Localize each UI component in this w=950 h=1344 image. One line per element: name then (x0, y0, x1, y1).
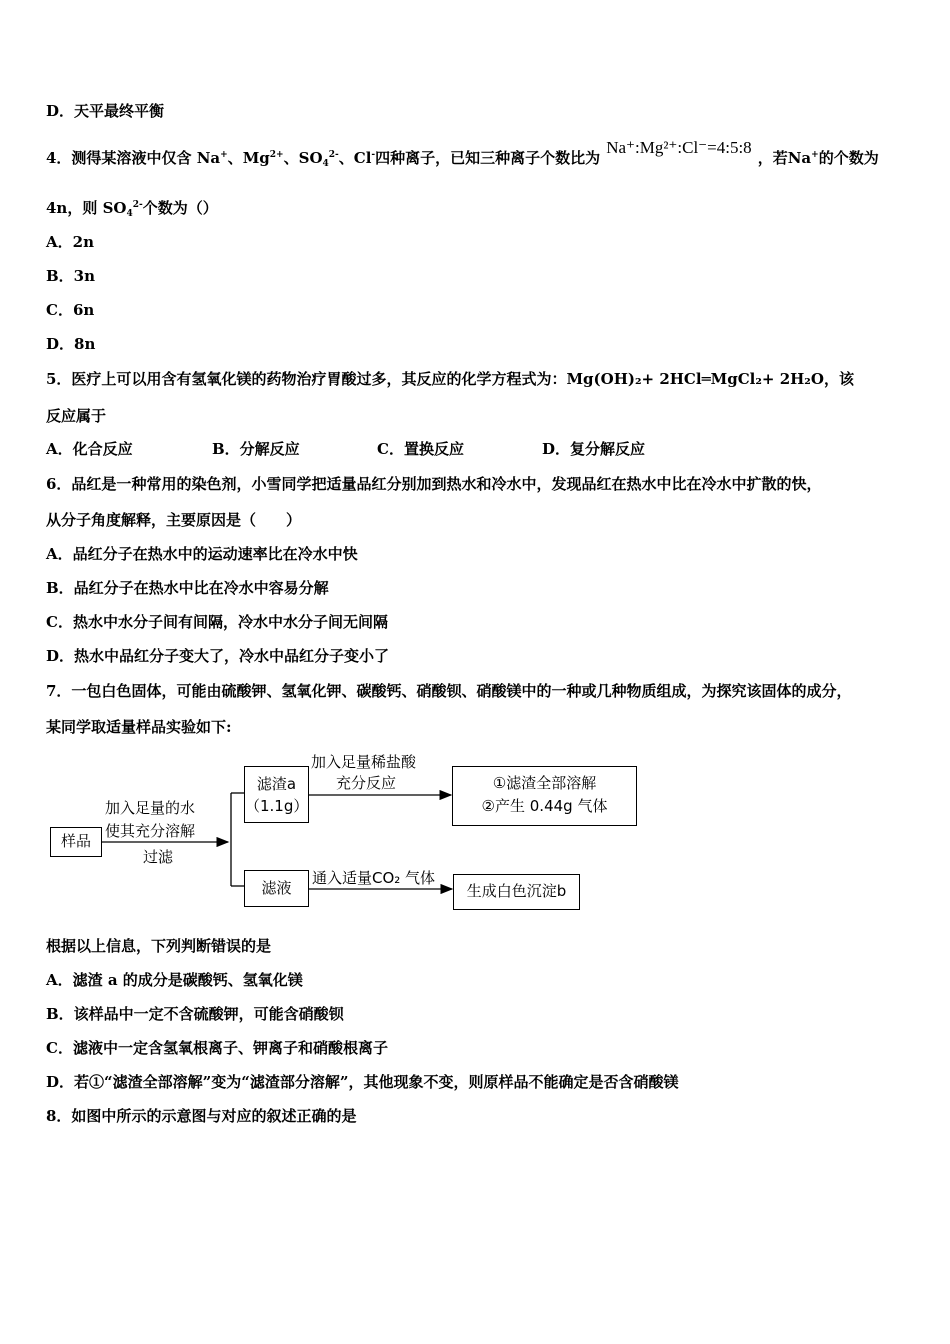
q4-option-b: B．3n (46, 267, 96, 285)
q4-option-a: A．2n (46, 233, 94, 251)
q6-option-b: B．品红分子在热水中比在冷水中容易分解 (46, 579, 329, 597)
acid-label-b: 充分反应 (336, 774, 397, 792)
q6-option-d: D．热水中品红分子变大了，冷水中品红分子变小了 (46, 647, 390, 665)
question-7-prompt: 根据以上信息，下列判断错误的是 (46, 937, 272, 955)
q4-mg-charge: 2+ (269, 150, 284, 160)
residue-box (244, 766, 309, 823)
step1-label-c: 过滤 (143, 848, 174, 866)
q4-cl: 、Cl (338, 149, 372, 167)
result1-line-a: ①滤渣全部溶解 (492, 774, 597, 792)
acid-label-a: 加入足量稀盐酸 (311, 753, 417, 771)
question-8-line-1: 8．如图中所示的示意图与对应的叙述正确的是 (46, 1107, 357, 1125)
q4-text-a: 4．测得某溶液中仅含 (46, 149, 192, 167)
question-6-line-2: 从分子角度解释，主要原因是（ ） (46, 511, 302, 529)
q4-na: Na (196, 149, 221, 167)
filtrate-box: 滤液 (244, 870, 309, 907)
q7-option-a: A．滤渣 a 的成分是碳酸钙、氢氧化镁 (46, 971, 303, 989)
residue-mass: （1.1g） (245, 797, 309, 815)
q4-option-d: D．8n (46, 335, 96, 353)
q4-text-d: 的个数为 (818, 149, 879, 167)
step1-label-b: 使其充分溶解 (105, 822, 196, 840)
step1-label-a: 加入足量的水 (105, 799, 196, 817)
q4-option-c: C．6n (46, 301, 95, 319)
q4-line2-sub: 4 (126, 209, 133, 219)
q4-text-b: 四种离子，已知三种离子个数比为 (375, 149, 601, 167)
q4-ratio: Na⁺:Mg²⁺:Cl⁻=4:5:8 (606, 138, 752, 157)
question-7-line-2: 某同学取适量样品实验如下: (46, 718, 232, 736)
q4-line2-charge: 2- (132, 200, 143, 210)
q4-na2-charge: + (811, 150, 819, 160)
q4-so4-sub: 4 (322, 159, 329, 169)
sample-box: 样品 (50, 827, 102, 857)
residue-label: 滤渣a (256, 775, 297, 793)
co2-label: 通入适量CO₂ 气体 (312, 869, 436, 887)
q4-line2-b: 个数为（） (142, 199, 218, 217)
q4-line2-a: 4n，则 SO (46, 199, 127, 217)
q7-option-b: B．该样品中一定不含硫酸钾，可能含硝酸钡 (46, 1005, 344, 1023)
q6-option-c: C．热水中水分子间有间隔，冷水中水分子间无间隔 (46, 613, 388, 631)
q7-option-c: C．滤液中一定含氢氧根离子、钾离子和硝酸根离子 (46, 1039, 388, 1057)
q5-option-b: B．分解反应 (212, 440, 300, 458)
q7-option-d: D．若①“滤渣全部溶解”变为“滤渣部分溶解”，其他现象不变，则原样品不能确定是否含硝酸镁 (46, 1073, 679, 1091)
question-7-line-1: 7．一包白色固体，可能由硫酸钾、氢氧化钾、碳酸钙、硝酸钡、硝酸镁中的一种或几种物质组成，为探究该固体的成分， (46, 682, 852, 700)
result1-box (452, 766, 637, 826)
q4-so4-charge: 2- (328, 150, 339, 160)
q3-option-d: D．天平最终平衡 (46, 102, 165, 120)
q4-na-charge: + (220, 150, 228, 160)
question-6-line-1: 6．品红是一种常用的染色剂，小雪同学把适量品红分别加到热水和冷水中，发现品红在热水中比在冷水中扩散的快， (46, 475, 822, 493)
q4-na2: Na (787, 149, 812, 167)
question-5-line-1: 5．医疗上可以用含有氢氧化镁的药物治疗胃酸过多，其反应的化学方程式为：Mg(OH)₂+ 2HCl═MgCl₂+ 2H₂O，该 (46, 370, 854, 388)
q4-so4: SO (298, 149, 323, 167)
q4-mg: Mg (242, 149, 270, 167)
q4-sep1: 、 (227, 149, 243, 167)
q5-option-d: D．复分解反应 (542, 440, 646, 458)
q5-option-c: C．置换反应 (377, 440, 464, 458)
result2-box: 生成白色沉淀b (453, 874, 580, 910)
q4-cl-charge: - (371, 150, 376, 160)
q6-option-a: A．品红分子在热水中的运动速率比在冷水中快 (46, 545, 358, 563)
q4-sep2: 、 (283, 149, 299, 167)
question-5-line-2: 反应属于 (46, 407, 107, 425)
q4-text-c: ，若 (757, 149, 788, 167)
result1-line-b: ②产生 0.44g 气体 (481, 797, 608, 815)
q5-option-a: A．化合反应 (46, 440, 133, 458)
